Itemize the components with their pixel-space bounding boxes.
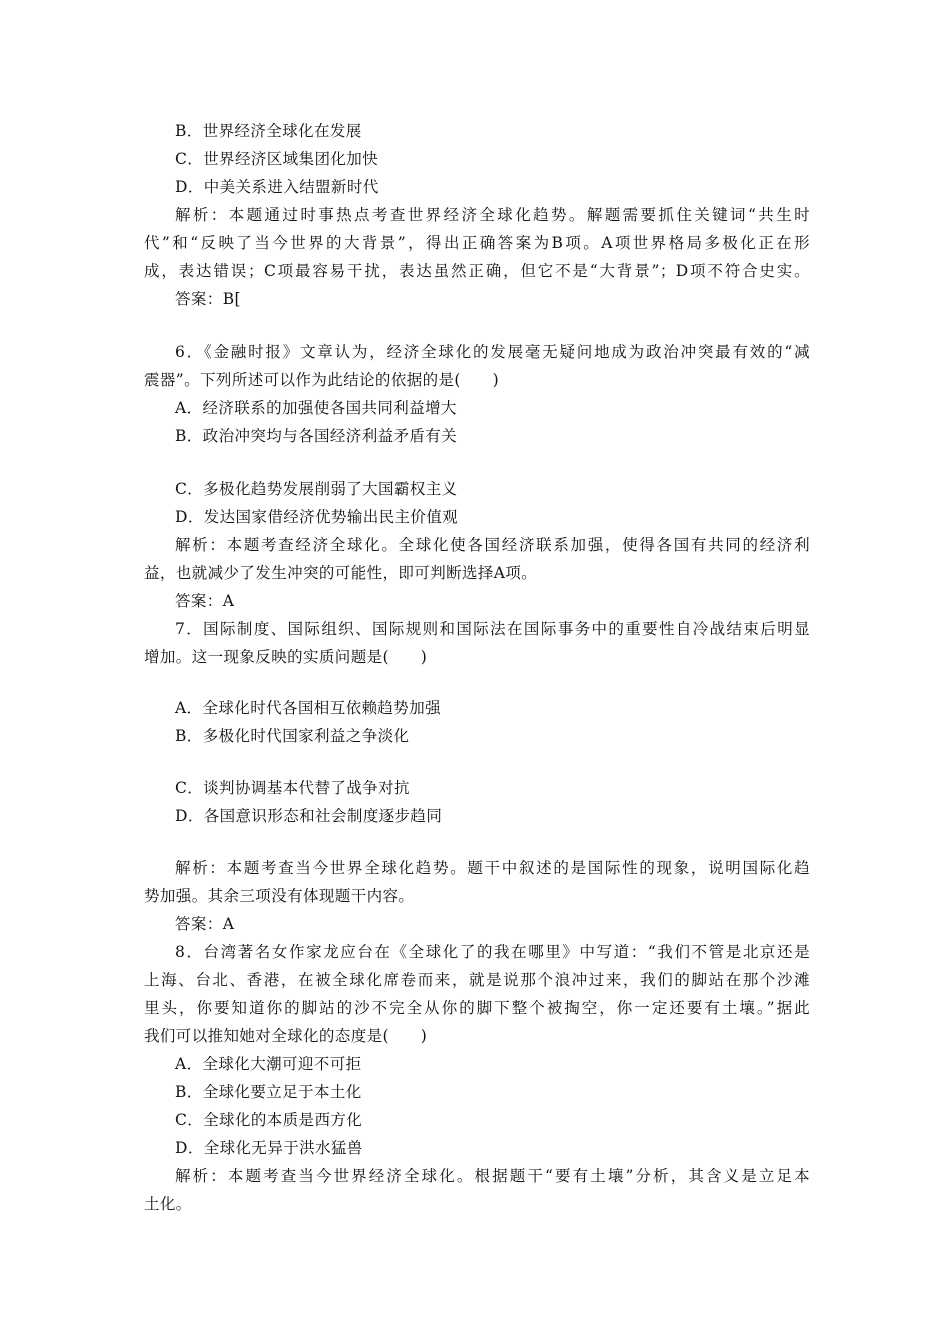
question-7-line-1: 7．国际制度、国际组织、国际规则和国际法在国际事务中的重要性自冷战结束后明显 <box>175 620 810 638</box>
option-c-q5: C．世界经济区域集团化加快 <box>175 150 379 168</box>
option-a-q8: A．全球化大潮可迎不可拒 <box>175 1055 362 1073</box>
option-b-q5: B．世界经济全球化在发展 <box>175 122 362 140</box>
question-8-line-1: 8．台湾著名女作家龙应台在《全球化了的我在哪里》中写道：“我们不管是北京还是 <box>175 943 810 961</box>
option-d-q8: D．全球化无异于洪水猛兽 <box>175 1139 363 1157</box>
option-a-q6: A．经济联系的加强使各国共同利益增大 <box>175 399 457 417</box>
question-7-line-2: 增加。这一现象反映的实质问题是( ) <box>144 648 428 666</box>
question-8-line-2: 上海、台北、香港，在被全球化席卷而来，就是说那个浪冲过来，我们的脚站在那个沙滩 <box>144 971 810 989</box>
option-d-q5: D．中美关系进入结盟新时代 <box>175 178 379 196</box>
option-b-q6: B．政治冲突均与各国经济利益矛盾有关 <box>175 427 458 445</box>
analysis-q7-line-1: 解析：本题考查当今世界全球化趋势。题干中叙述的是国际性的现象，说明国际化趋 <box>175 859 810 877</box>
option-d-q6: D．发达国家借经济优势输出民主价值观 <box>175 508 459 526</box>
answer-q5: 答案：B[ <box>175 290 241 308</box>
analysis-q6-line-2: 益，也就减少了发生冲突的可能性，即可判断选择A项。 <box>144 564 538 582</box>
analysis-q8-line-2: 土化。 <box>144 1195 192 1213</box>
option-a-q7: A．全球化时代各国相互依赖趋势加强 <box>175 699 441 717</box>
question-6-line-2: 震器”。下列所述可以作为此结论的依据的是( ) <box>144 371 500 389</box>
answer-q7: 答案：A <box>175 915 235 933</box>
question-6-line-1: 6．《金融时报》文章认为，经济全球化的发展毫无疑问地成为政治冲突最有效的“减 <box>175 343 810 361</box>
analysis-q7-line-2: 势加强。其余三项没有体现题干内容。 <box>144 887 415 905</box>
analysis-q5-line-3: 成，表达错误；C项最容易干扰，表达虽然正确，但它不是“大背景”；D项不符合史实。 <box>144 262 810 280</box>
option-d-q7: D．各国意识形态和社会制度逐步趋同 <box>175 807 443 825</box>
question-8-line-4: 我们可以推知她对全球化的态度是( ) <box>144 1027 428 1045</box>
option-c-q8: C．全球化的本质是西方化 <box>175 1111 363 1129</box>
analysis-q8-line-1: 解析：本题考查当今世界经济全球化。根据题干“要有土壤”分析，其含义是立足本 <box>175 1167 810 1185</box>
analysis-q5-line-2: 代”和“反映了当今世界的大背景”，得出正确答案为B项。A项世界格局多极化正在形 <box>144 234 810 252</box>
answer-q6: 答案：A <box>175 592 235 610</box>
analysis-q6-line-1: 解析：本题考查经济全球化。全球化使各国经济联系加强，使得各国有共同的经济利 <box>175 536 810 554</box>
option-b-q7: B．多极化时代国家利益之争淡化 <box>175 727 410 745</box>
question-8-line-3: 里头，你要知道你的脚站的沙不完全从你的脚下整个被掏空，你一定还要有土壤。”据此 <box>144 999 810 1017</box>
option-c-q7: C．谈判协调基本代替了战争对抗 <box>175 779 410 797</box>
option-b-q8: B．全球化要立足于本土化 <box>175 1083 362 1101</box>
option-c-q6: C．多极化趋势发展削弱了大国霸权主义 <box>175 480 458 498</box>
analysis-q5-line-1: 解析：本题通过时事热点考查世界经济全球化趋势。解题需要抓住关键词“共生时 <box>175 206 810 224</box>
